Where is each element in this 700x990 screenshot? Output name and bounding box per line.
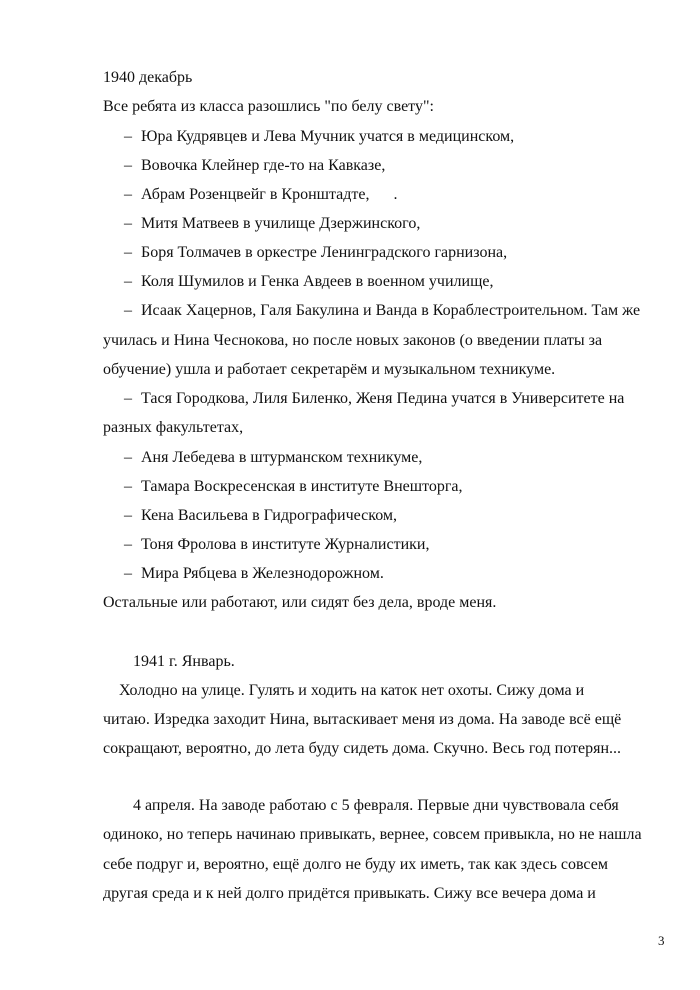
dash-bullet: – [124,449,132,466]
list-item [124,448,422,468]
list-item-text: Абрам Розенцвейг в Кронштадте, . [141,186,398,203]
paragraph-line: Холодно на улице. Гулять и ходить на каток нет охоты. Сижу дома и [119,682,585,699]
dash-bullet: – [124,507,132,524]
list-item [124,156,385,176]
list-item-text: Коля Шумилов и Генка Авдеев в военном училище, [141,273,494,290]
list-item [124,243,507,263]
list-item [124,477,463,497]
dash-bullet: – [124,302,132,319]
list-item-continuation: училась и Нина Чеснокова, но после новых законов (о введении платы за [103,332,603,349]
list-item [124,127,514,147]
list-item [124,272,493,292]
dash-bullet: – [124,478,132,495]
list-item-text: Тася Городкова, Лиля Биленко, Женя Педина учатся в Университете на [141,390,625,407]
list-item-text: Кена Васильева в Гидрографическом, [141,507,398,524]
paragraph-line: другая среда и к ней долго придётся привыкать. Сижу все вечера дома и [103,885,596,902]
paragraph-line: сокращают, вероятно, до лета буду сидеть дома. Скучно. Весь год потерян... [103,740,622,757]
list-item-text: Мира Рябцева в Железнодорожном. [141,565,384,582]
list-item-text: Тоня Фролова в институте Журналистики, [141,536,430,553]
dash-bullet: – [124,390,132,407]
list-item-continuation: обучение) ушла и работает секретарём и музыкальном техникуме. [103,361,556,378]
dash-bullet: – [124,273,132,290]
list-item-text: Тамара Воскресенская в институте Внешторга, [141,478,463,495]
list-item-text: Вовочка Клейнер где-то на Кавказе, [141,157,386,174]
list-item-text: Юра Кудрявцев и Лева Мучник учатся в медицинском, [141,128,515,145]
list-item-text: Боря Толмачев в оркестре Ленинградского гарнизона, [141,244,508,261]
dash-bullet: – [124,565,132,582]
paragraph-line: себе подруг и, вероятно, ещё долго не буду их иметь, так как здесь совсем [103,856,608,873]
list-item-text: Митя Матвеев в училище Дзержинского, [141,215,421,232]
heading-1941: 1941 г. Январь. [133,653,235,670]
dash-bullet: – [124,157,132,174]
heading-1940: 1940 декабрь [103,69,193,86]
list-item [124,506,397,526]
page-number: 3 [658,933,665,948]
dash-bullet: – [124,244,132,261]
list-item [124,214,420,234]
paragraph-line: одиноко, но теперь начинаю привыкать, вернее, совсем привыкла, но не нашла [103,826,642,843]
list-item [124,389,624,409]
list-item [124,185,397,205]
list-item-text: Исаак Хацернов, Галя Бакулина и Ванда в Кораблестроительном. Там же [141,302,641,319]
outro-line: Остальные или работают, или сидят без дела, вроде меня. [103,594,497,611]
list-item [124,564,384,584]
intro-line: Все ребята из класса разошлись "по белу свету": [103,98,434,115]
list-item-continuation: разных факультетах, [103,419,244,436]
paragraph-line: читаю. Изредка заходит Нина, вытаскивает меня из дома. На заводе всё ещё [103,711,622,728]
dash-bullet: – [124,215,132,232]
dash-bullet: – [124,128,132,145]
dash-bullet: – [124,536,132,553]
dash-bullet: – [124,186,132,203]
list-item [124,301,640,321]
list-item [124,535,429,555]
list-item-text: Аня Лебедева в штурманском техникуме, [141,449,423,466]
paragraph-line: 4 апреля. На заводе работаю с 5 февраля. Первые дни чувствовала себя [133,797,619,814]
